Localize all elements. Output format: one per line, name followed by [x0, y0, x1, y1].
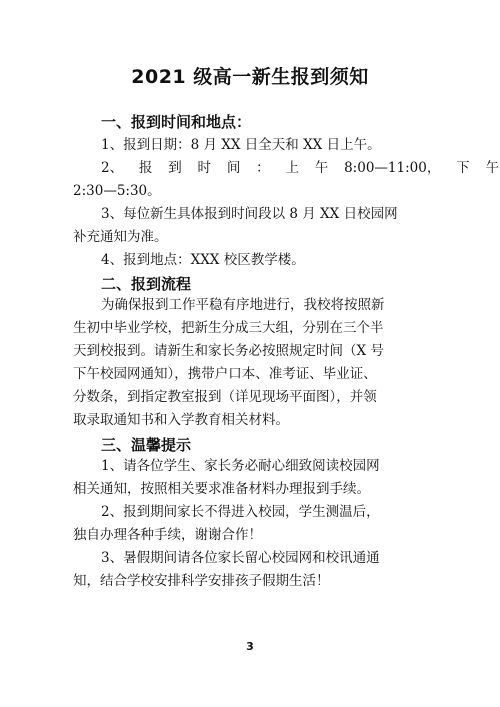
text-fragment: ：	[256, 160, 270, 176]
text-fragment: 午	[314, 160, 329, 176]
section-heading-tips: 三、温馨提示	[101, 436, 192, 454]
paragraph-note-line2: 补充通知为准。	[73, 229, 168, 245]
process-line: 生初中毕业学校，把新生分成三大组，分别在三个半	[73, 320, 384, 336]
text-fragment: 到	[168, 160, 182, 176]
text-fragment: 报	[138, 160, 153, 176]
text-fragment: 上	[285, 160, 299, 176]
process-line: 为确保报到工作平稳有序地进行，我校将按照新	[101, 297, 385, 313]
text-fragment: 午	[485, 160, 499, 176]
section-heading-process: 二、报到流程	[101, 275, 192, 293]
text-fragment: 2、	[101, 160, 124, 176]
tips-line: 知，结合学校安排科学安排孩子假期生活！	[73, 573, 330, 589]
process-line: 天到校报到。请新生和家长务必按照规定时间（X 号	[73, 343, 384, 359]
tips-line: 相关通知，按照相关要求准备材料办理报到手续。	[73, 481, 370, 497]
tips-line: 2、报到期间家长不得进入校园，学生测温后，	[101, 504, 380, 520]
paragraph-date: 1、报到日期：8 月 XX 日全天和 XX 日上午。	[101, 137, 381, 153]
document-title: 2021 级高一新生报到须知	[131, 66, 369, 88]
page-number: 3	[246, 640, 254, 653]
text-fragment: 时	[197, 160, 212, 176]
section-heading-time-place: 一、报到时间和地点：	[101, 113, 252, 131]
paragraph-time-continued: 2:30—5:30。	[73, 183, 161, 199]
text-fragment: 间	[226, 160, 241, 176]
paragraph-note-line1: 3、每位新生具体报到时间段以 8 月 XX 日校园网	[101, 206, 398, 222]
tips-line: 3、暑假期间请各位家长留心校园网和校讯通通	[101, 550, 380, 566]
paragraph-time	[101, 159, 499, 177]
tips-line: 独自办理各种手续，谢谢合作！	[73, 527, 262, 543]
process-line: 取录取通知书和入学教育相关材料。	[73, 412, 289, 428]
paragraph-place: 4、报到地点：XXX 校区教学楼。	[101, 252, 305, 268]
text-fragment: 下	[456, 160, 470, 176]
process-line: 下午校园网通知），携带户口本、准考证、毕业证、	[73, 366, 377, 382]
process-line: 分数条，到指定教室报到（详见现场平面图），并领	[73, 389, 377, 405]
text-fragment: 8:00—11:00，	[344, 160, 441, 176]
tips-line: 1、请各位学生、家长务必耐心细致阅读校园网	[101, 458, 380, 474]
